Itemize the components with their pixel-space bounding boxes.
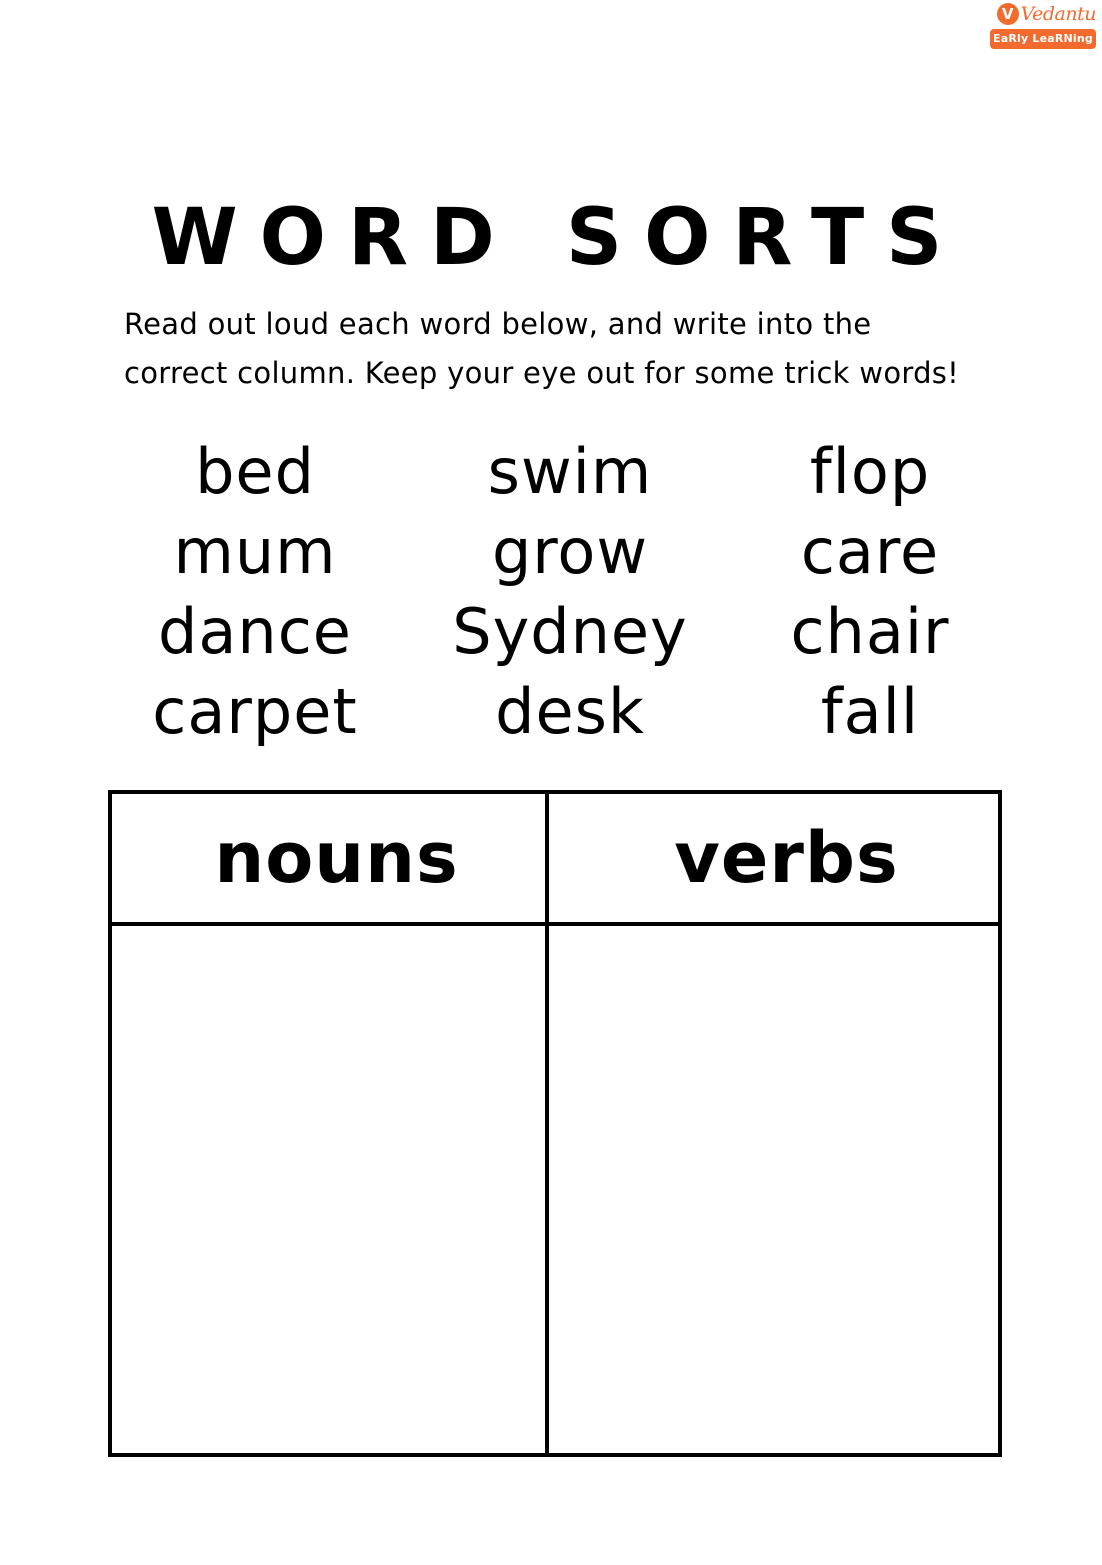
word-bank-item: chair xyxy=(790,595,950,668)
instructions-line-1: Read out loud each word below, and write into the xyxy=(124,307,872,341)
sort-table xyxy=(108,790,1002,1457)
word-bank-item: care xyxy=(800,515,940,588)
vedantu-logo xyxy=(984,2,1096,52)
worksheet-title: WORD SORTS xyxy=(151,193,965,283)
instructions-line-2: correct column. Keep your eye out for some trick words! xyxy=(124,356,960,390)
word-bank-item: Sydney xyxy=(452,595,688,668)
word-bank-item: dance xyxy=(158,595,352,668)
vedantu-v-icon: V xyxy=(997,3,1019,25)
word-bank-item: swim xyxy=(487,435,653,508)
verbs-writing-area[interactable] xyxy=(549,926,998,1453)
word-bank-item: mum xyxy=(173,515,337,588)
word-bank xyxy=(100,432,1010,752)
nouns-column-header: nouns xyxy=(214,817,459,899)
word-bank-item: desk xyxy=(495,675,645,748)
word-bank-item: fall xyxy=(820,675,920,748)
nouns-writing-area[interactable] xyxy=(112,926,545,1453)
word-bank-item: carpet xyxy=(152,675,358,748)
word-bank-item: grow xyxy=(491,515,649,588)
logo-tagline-badge: EaRly LeaRNing xyxy=(990,29,1096,49)
word-bank-item: flop xyxy=(809,435,931,508)
logo-brand-name: Vedantu xyxy=(1020,3,1096,25)
instructions xyxy=(124,300,1024,398)
verbs-column-header: verbs xyxy=(674,817,899,899)
word-bank-item: bed xyxy=(195,435,315,508)
